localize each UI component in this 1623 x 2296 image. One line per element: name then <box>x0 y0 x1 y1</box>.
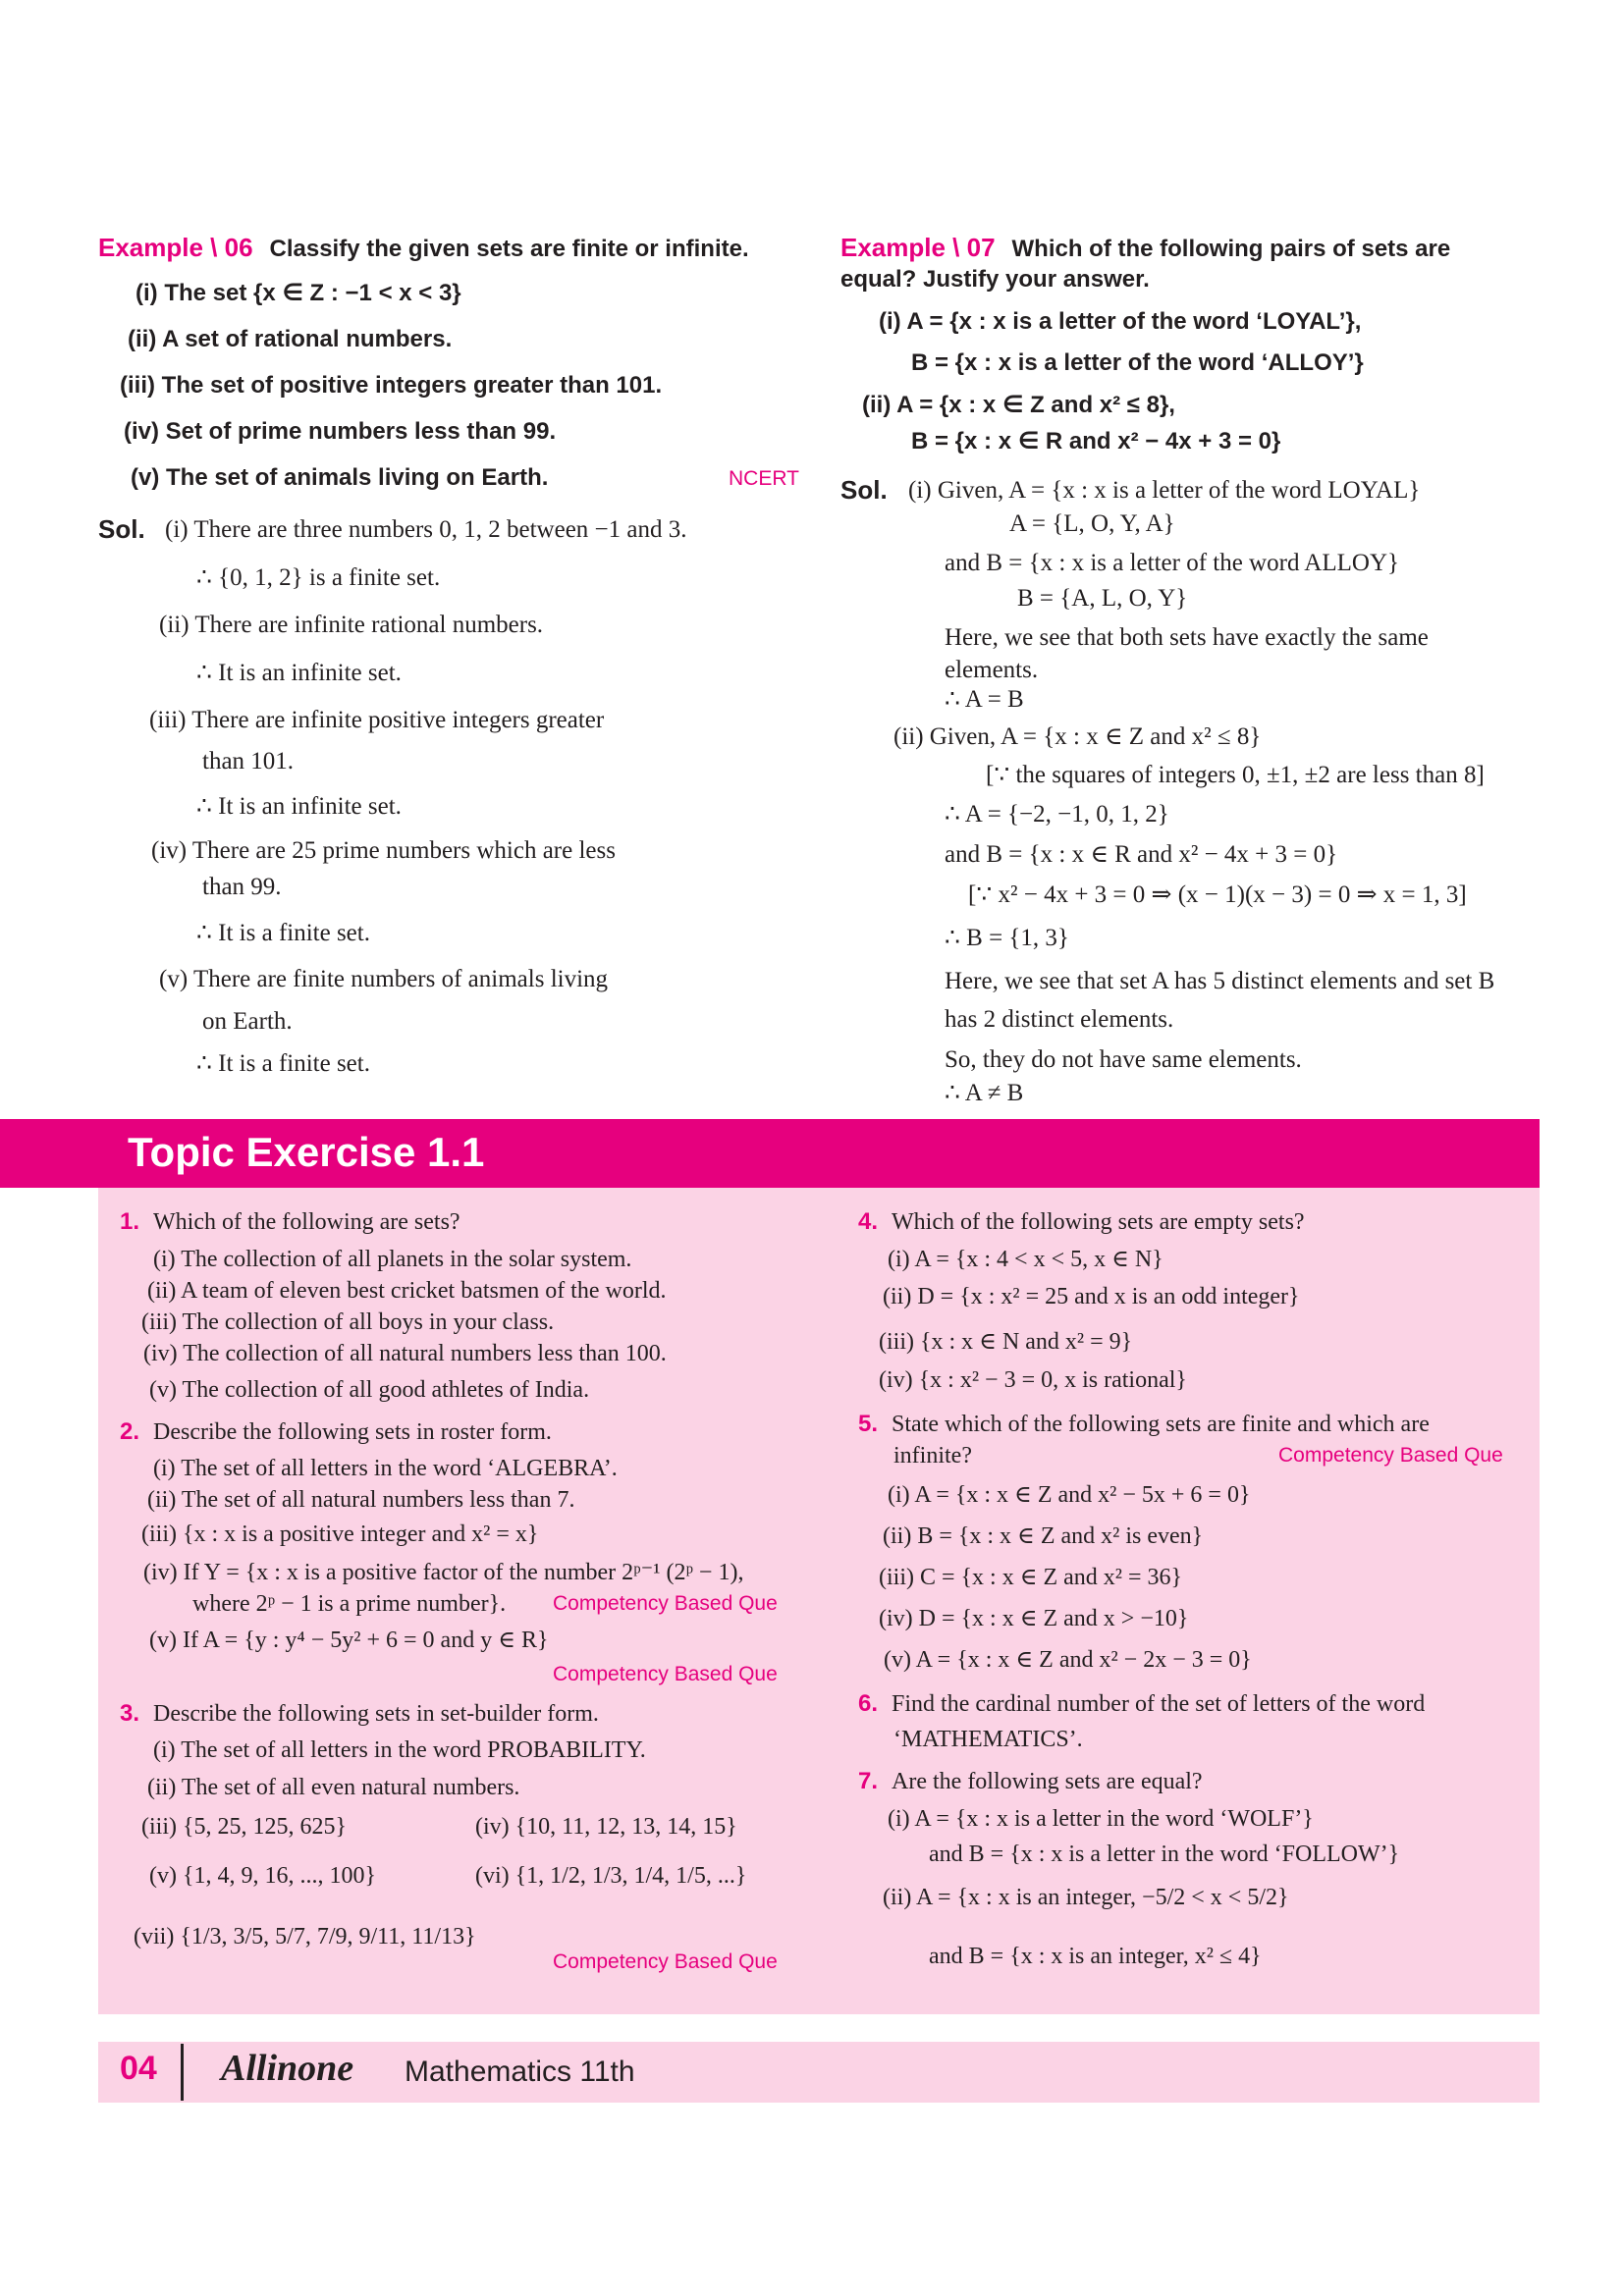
ex6-sol-label: Sol. <box>98 514 145 544</box>
ex7-item-2b: B = {x : x ∈ R and x² − 4x + 3 = 0} <box>911 428 1281 454</box>
q1-item-4: (iv) The collection of all natural numbers less than 100. <box>143 1341 667 1366</box>
ex7-item-1b: B = {x : x is a letter of the word ‘ALLOY’} <box>911 349 1364 376</box>
q5-item-2: (ii) B = {x : x ∈ Z and x² is even} <box>883 1523 1204 1549</box>
ex6-sol-line-11: (v) There are finite numbers of animals living <box>159 966 609 992</box>
example-7-label: Example \ 07 <box>840 233 996 262</box>
ex7-sol-line-9: [∵ the squares of integers 0, ±1, ±2 are less than 8] <box>986 762 1485 788</box>
q2-item-3: (iii) {x : x is a positive integer and x² = x} <box>141 1522 539 1547</box>
ex7-sol-line-12: [∵ x² − 4x + 3 = 0 ⇒ (x − 1)(x − 3) = 0 ⇒ x = 1, 3] <box>968 881 1467 908</box>
ex7-sol-line-10: ∴ A = {−2, −1, 0, 1, 2} <box>945 801 1169 828</box>
q2-item-2: (ii) The set of all natural numbers less than 7. <box>147 1487 575 1513</box>
q3-item-2: (ii) The set of all even natural numbers. <box>147 1775 520 1800</box>
footer-divider <box>181 2044 184 2101</box>
q4-item-1: (i) A = {x : 4 < x < 5, x ∈ N} <box>888 1247 1163 1272</box>
ex7-item-2: (ii) A = {x : x ∈ Z and x² ≤ 8}, <box>862 392 1175 418</box>
q3-item-4: (iv) {10, 11, 12, 13, 14, 15} <box>475 1814 737 1840</box>
ex7-sol-line-3: and B = {x : x is a letter of the word ALLOY} <box>945 550 1400 576</box>
q1-item-2: (ii) A team of eleven best cricket batsmen of the world. <box>147 1278 667 1304</box>
ex7-sol-line-15: has 2 distinct elements. <box>945 1006 1174 1033</box>
ex7-sol-line-17: ∴ A ≠ B <box>945 1080 1024 1106</box>
ex6-sol-line-13: ∴ It is a finite set. <box>196 1050 370 1077</box>
q3-item-3: (iii) {5, 25, 125, 625} <box>141 1814 348 1840</box>
q5-item-3: (iii) C = {x : x ∈ Z and x² = 36} <box>879 1565 1183 1590</box>
ex6-sol-line-8: (iv) There are 25 prime numbers which are less <box>151 837 616 864</box>
q2-item-4b: where 2ᵖ − 1 is a prime number}. <box>192 1591 507 1617</box>
ex6-item-2: (ii) A set of rational numbers. <box>128 326 453 352</box>
q5-item-5: (v) A = {x : x ∈ Z and x² − 2x − 3 = 0} <box>884 1647 1252 1673</box>
ex6-item-5: (v) The set of animals living on Earth. <box>131 464 549 491</box>
q3-item-5: (v) {1, 4, 9, 16, ..., 100} <box>149 1863 377 1889</box>
q2-item-1: (i) The set of all letters in the word ‘ALGEBRA’. <box>153 1456 618 1481</box>
q3-competency-tag: Competency Based Que <box>553 1950 778 1973</box>
q7-number: 7. <box>858 1768 879 1794</box>
example-6-label: Example \ 06 <box>98 233 253 262</box>
q3-item-7: (vii) {1/3, 3/5, 5/7, 7/9, 9/11, 11/13} <box>134 1924 476 1949</box>
q2-item-5: (v) If A = {y : y⁴ − 5y² + 6 = 0 and y ∈ R} <box>149 1628 549 1653</box>
ex7-sol-line-1: (i) Given, A = {x : x is a letter of the word LOYAL} <box>908 477 1421 504</box>
ex6-sol-line-9: than 99. <box>202 874 282 900</box>
q1-number: 1. <box>120 1208 140 1235</box>
q7-item-2: (ii) A = {x : x is an integer, −5/2 < x < 5/2} <box>883 1885 1289 1910</box>
brand-logo: Allinone <box>221 2048 354 2089</box>
q4-item-2: (ii) D = {x : x² = 25 and x is an odd integer} <box>883 1284 1300 1309</box>
q4-item-4: (iv) {x : x² − 3 = 0, x is rational} <box>879 1367 1187 1393</box>
q3-number: 3. <box>120 1700 140 1727</box>
ex6-sol-line-5: (iii) There are infinite positive integers greater <box>149 707 605 733</box>
ex7-sol-label: Sol. <box>840 475 888 505</box>
q4-text: Which of the following sets are empty sets? <box>892 1209 1305 1235</box>
q5-text-line-2: infinite? <box>893 1443 972 1468</box>
q5-item-4: (iv) D = {x : x ∈ Z and x > −10} <box>879 1606 1189 1631</box>
q2-text: Describe the following sets in roster form. <box>153 1419 552 1445</box>
ex7-sol-line-11: and B = {x : x ∈ R and x² − 4x + 3 = 0} <box>945 841 1338 868</box>
ex6-sol-line-12: on Earth. <box>202 1008 293 1035</box>
ncert-source-tag: NCERT <box>729 467 799 490</box>
q1-item-5: (v) The collection of all good athletes of India. <box>149 1377 590 1403</box>
ex7-sol-line-5: Here, we see that both sets have exactly the same <box>945 624 1429 651</box>
q1-item-1: (i) The collection of all planets in the solar system. <box>153 1247 632 1272</box>
example-6-question: Classify the given sets are finite or infinite. <box>269 236 749 262</box>
q6-number: 6. <box>858 1690 879 1717</box>
ex6-sol-line-10: ∴ It is a finite set. <box>196 920 370 946</box>
q4-item-3: (iii) {x : x ∈ N and x² = 9} <box>879 1329 1133 1355</box>
q1-text: Which of the following are sets? <box>153 1209 460 1235</box>
q6-text-line-1: Find the cardinal number of the set of letters of the word <box>892 1691 1426 1717</box>
book-subject: Mathematics 11th <box>405 2056 635 2088</box>
q7-item-2b: and B = {x : x is an integer, x² ≤ 4} <box>929 1944 1262 1969</box>
ex7-sol-line-2: A = {L, O, Y, A} <box>1009 510 1175 537</box>
ex7-sol-line-8: (ii) Given, A = {x : x ∈ Z and x² ≤ 8} <box>893 723 1262 750</box>
ex7-sol-line-6: elements. <box>945 657 1039 683</box>
q2-competency-tag-2: Competency Based Que <box>553 1663 778 1685</box>
q2-competency-tag-1: Competency Based Que <box>553 1592 778 1615</box>
q7-item-1: (i) A = {x : x is a letter in the word ‘WOLF’} <box>888 1806 1314 1832</box>
page-number: 04 <box>120 2050 157 2087</box>
ex6-sol-line-7: ∴ It is an infinite set. <box>196 793 402 820</box>
q3-text: Describe the following sets in set-builder form. <box>153 1701 599 1727</box>
q5-competency-tag: Competency Based Que <box>1278 1444 1503 1467</box>
ex7-sol-line-4: B = {A, L, O, Y} <box>1017 585 1188 612</box>
ex7-sol-line-14: Here, we see that set A has 5 distinct elements and set B <box>945 968 1495 994</box>
q5-text-line-1: State which of the following sets are finite and which are <box>892 1412 1430 1437</box>
q3-item-6: (vi) {1, 1/2, 1/3, 1/4, 1/5, ...} <box>475 1863 747 1889</box>
ex7-item-1: (i) A = {x : x is a letter of the word ‘LOYAL’}, <box>879 308 1362 335</box>
q6-text-line-2: ‘MATHEMATICS’. <box>893 1727 1083 1752</box>
topic-exercise-title: Topic Exercise 1.1 <box>128 1129 485 1175</box>
example-7-question-line-2: equal? Justify your answer. <box>840 266 1150 293</box>
ex7-sol-line-13: ∴ B = {1, 3} <box>945 925 1069 951</box>
q7-text: Are the following sets are equal? <box>892 1769 1203 1794</box>
q1-item-3: (iii) The collection of all boys in your class. <box>141 1309 555 1335</box>
example-7-question-line-1: Which of the following pairs of sets are <box>1011 236 1451 262</box>
ex6-sol-line-2: ∴ {0, 1, 2} is a finite set. <box>196 564 441 591</box>
ex6-item-3: (iii) The set of positive integers greater than 101. <box>120 372 663 399</box>
ex6-sol-line-1: (i) There are three numbers 0, 1, 2 between −1 and 3. <box>165 516 687 543</box>
q4-number: 4. <box>858 1208 879 1235</box>
ex7-sol-line-16: So, they do not have same elements. <box>945 1046 1302 1073</box>
q3-item-1: (i) The set of all letters in the word PROBABILITY. <box>153 1737 646 1763</box>
q5-item-1: (i) A = {x : x ∈ Z and x² − 5x + 6 = 0} <box>888 1482 1251 1508</box>
ex6-sol-line-3: (ii) There are infinite rational numbers. <box>159 612 544 638</box>
ex6-item-4: (iv) Set of prime numbers less than 99. <box>124 418 557 445</box>
q2-number: 2. <box>120 1418 140 1445</box>
q7-item-1b: and B = {x : x is a letter in the word ‘FOLLOW’} <box>929 1842 1400 1867</box>
ex6-sol-line-4: ∴ It is an infinite set. <box>196 660 402 686</box>
q2-item-4: (iv) If Y = {x : x is a positive factor of the number 2ᵖ⁻¹ (2ᵖ − 1), <box>143 1560 744 1585</box>
q5-number: 5. <box>858 1411 879 1437</box>
ex6-item-1: (i) The set {x ∈ Z : −1 < x < 3} <box>135 280 461 306</box>
ex7-sol-line-7: ∴ A = B <box>945 686 1024 713</box>
ex6-sol-line-6: than 101. <box>202 748 295 774</box>
